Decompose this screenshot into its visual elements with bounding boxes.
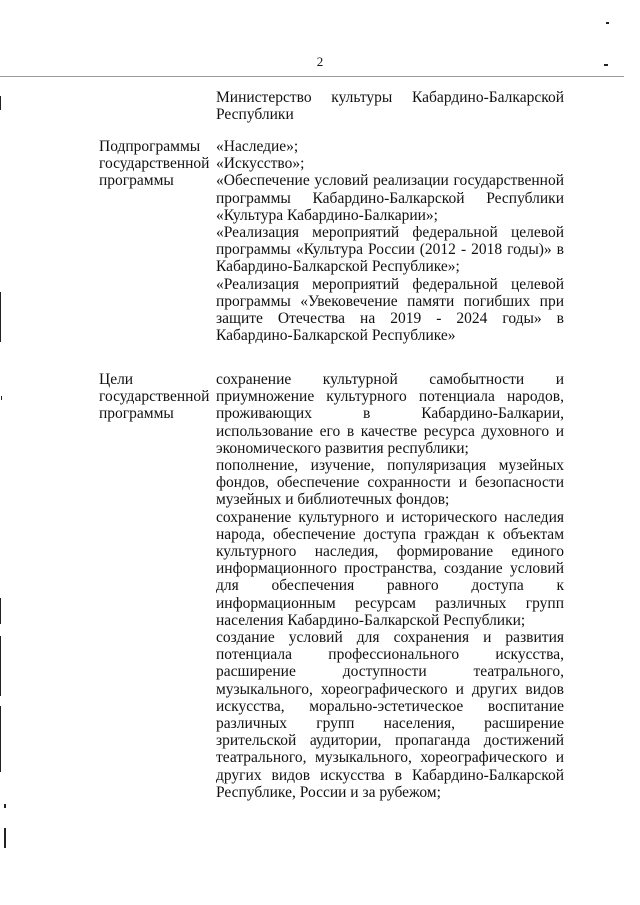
subprograms-list — [216, 138, 564, 344]
responsible-executor-value: Министерство культуры Кабардино-Балкарской Республики — [216, 89, 564, 123]
goals-label — [99, 371, 211, 423]
scan-artifact — [0, 96, 1, 110]
label-line: программы — [99, 405, 174, 423]
subprograms-label — [99, 138, 211, 190]
header-rule — [0, 76, 624, 77]
scan-artifact — [1, 396, 2, 400]
label-line: государственной — [99, 155, 210, 173]
subprogram-item: «Искусство»; — [216, 155, 305, 173]
scan-artifact — [0, 636, 1, 696]
scan-artifact — [0, 292, 1, 342]
subprogram-item: «Реализация мероприятий федеральной целевой программы «Увековечение памяти погибших при защите Отечества на 2019 - 2024 годы» в Кабардино-Балкарской Республике» — [216, 275, 564, 345]
scan-artifact — [4, 804, 6, 808]
scan-artifact — [0, 598, 1, 624]
subprogram-item: «Обеспечение условий реализации государственной программы Кабардино-Балкарской Республики «Культура Кабардино-Балкарии»; — [216, 172, 564, 224]
scan-artifact — [606, 22, 609, 24]
goals-list — [216, 371, 564, 801]
scan-artifact — [4, 828, 6, 848]
goal-item: пополнение, изучение, популяризация музейных фондов, обеспечение сохранности и безопасности музейных и библиотечных фондов; — [216, 457, 564, 509]
subprogram-item: «Реализация мероприятий федеральной целевой программы «Культура России (2012 - 2018 годы)» в Кабардино-Балкарской Республике»; — [216, 224, 564, 276]
subprogram-item: «Наследие»; — [216, 138, 299, 155]
goal-item: сохранение культурной самобытности и приумножение культурного потенциала народов, проживающих в Кабардино-Балкарии, использование его в качестве ресурса духовного и экономического развития республики; — [216, 371, 564, 457]
label-line: государственной — [99, 388, 210, 406]
scan-artifact — [0, 706, 1, 772]
label-line: программы — [99, 172, 174, 190]
label-line: Цели — [99, 371, 134, 388]
goal-item: создание условий для сохранения и развития потенциала профессионального искусства, расширение доступности театрального, музыкального, хореографического и других видов искусства, морально-эстетическое воспитание различных групп населения, расширение зрительской аудитории, пропаганда достижений театрального, музыкального, хореографического и других видов искусства в Кабардино-Балкарской Республике, России и за рубежом; — [216, 629, 564, 801]
goal-item: сохранение культурного и исторического наследия народа, обеспечение доступа граждан к объектам культурного наследия, формирование единого информационного пространства, создание условий для обеспечения равного доступа к информационным ресурсам различных групп населения Кабардино-Балкарской Республики; — [216, 508, 564, 629]
label-line: Подпрограммы — [99, 138, 201, 155]
page-number: 2 — [316, 54, 324, 69]
